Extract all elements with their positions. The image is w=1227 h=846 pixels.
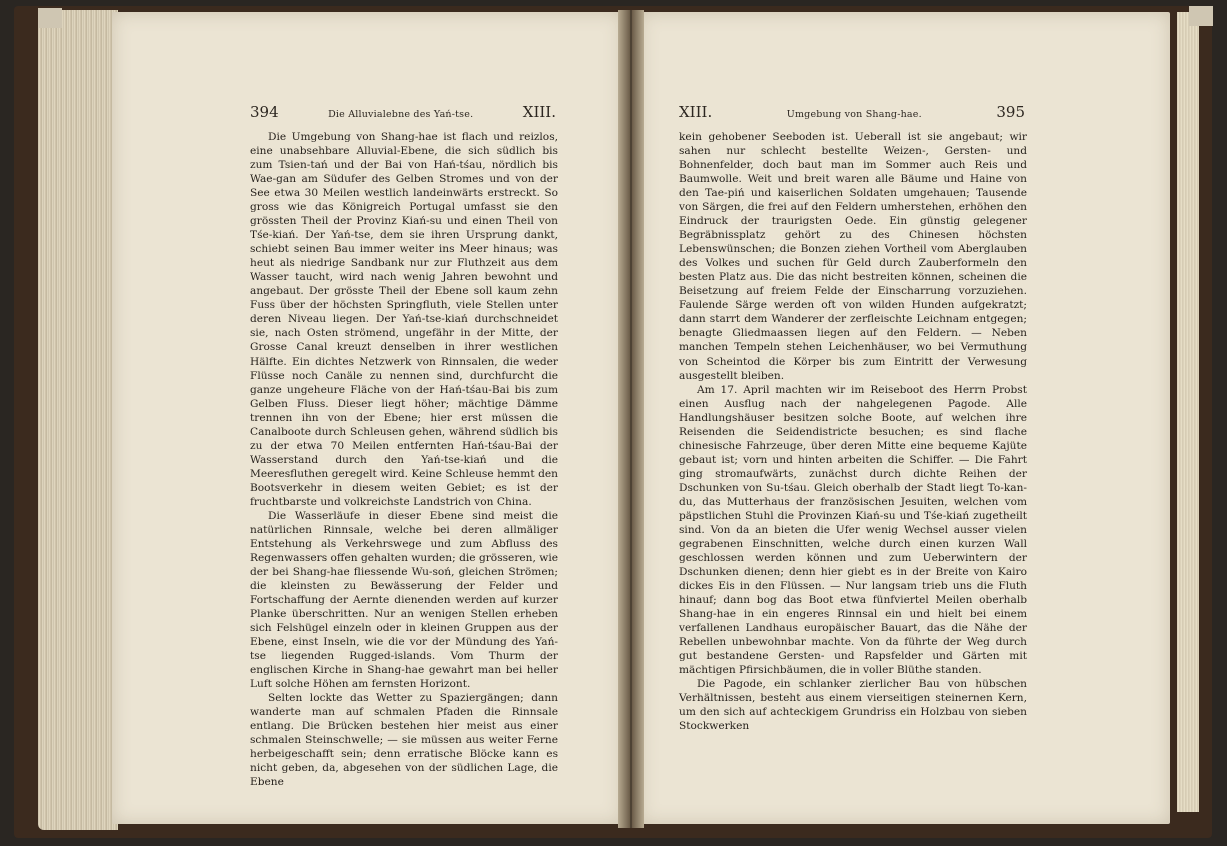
right-paragraph-3: Die Pagode, ein schlanker zierlicher Bau von hübschen Verhältnissen, besteht aus einem vierseitigen steinernen Kern, um den sich auf achteckigem Grundriss ein Holzbau von sieben Stockwerken <box>679 678 1027 733</box>
right-paragraph-1: kein gehobener Seeboden ist. Ueberall ist sie angebaut; wir sahen nur schlecht bestellte Weizen-, Gersten- und Bohnenfelder, doch baut man im Sommer auch Reis und Baumwolle. Weit und breit waren alle Bäume und Haine von den Tae-piń und kaiserlichen Soldaten umgehauen; Tausende von Särgen, die frei auf den Feldern umherstehen, erhöhen den Eindruck der traurigsten Oede. Ein günstig gelegener Begräbnissplatz gehört zu des Chinesen höchsten Lebenswünschen; die Bonzen ziehen Vortheil vom Aberglauben des Volkes und suchen für Geld durch Zauberformeln den besten Platz aus. Die das nicht bestreiten können, scheinen die Beisetzung auf freiem Felde der Einscharrung vorzuziehen. Faulende Särge werden oft von wilden Hunden aufgekratzt; dann starrt dem Wanderer der zerfleischte Leichnam entgegen; benagte Gliedmaassen liegen auf den Feldern. — Neben manchen Tempeln stehen Leichenhäuser, wo bei Vermuthung von Scheintod die Körper bis zum Eintritt der Verwesung ausgestellt bleiben. <box>679 131 1027 382</box>
right-running-title: Umgebung von Shang-hae. <box>786 109 922 120</box>
left-paragraph-2: Die Wasserläufe in dieser Ebene sind meist die natürlichen Rinnsale, welche bei deren allmäliger Entstehung als Verkehrswege und zum Abfluss des Regenwassers offen gehalten wurden; die grösseren, wie der bei Shang-hae fliessende Wu-soń, gleichen Strömen; die kleinsten zu Bewässerung der Felder und Fortschaffung der Aernte dienenden werden auf kurzer Planke überschritten. Nur an wenigen Stellen erheben sich Felshügel einzeln oder in kleinen Gruppen aus der Ebene, einst Inseln, wie die vor der Mündung des Yań-tse liegenden Rugged-islands. Vom Thurm der englischen Kirche in Shang-hae gewahrt man bei heller Luft solche Höhen am fernsten Horizont. <box>250 509 558 691</box>
cover-corner-top-right <box>1189 6 1213 26</box>
right-page-header <box>679 103 1025 121</box>
book-gutter <box>618 10 644 828</box>
right-page-number: 395 <box>996 103 1025 121</box>
left-page-header <box>250 103 556 121</box>
left-page-body <box>250 130 558 789</box>
right-page-body <box>679 130 1027 733</box>
page-edges-right <box>1177 12 1199 812</box>
left-chapter-number: XIII. <box>522 103 556 121</box>
right-chapter-number: XIII. <box>679 103 713 121</box>
left-page-number: 394 <box>250 103 279 121</box>
cover-corner-top-left <box>38 8 62 28</box>
page-edges-left <box>38 10 118 830</box>
left-paragraph-1: Die Umgebung von Shang-hae ist flach und reizlos, eine unabsehbare Alluvial-Ebene, die sich südlich bis zum Tsien-tań und der Bai von Hań-tśau, nördlich bis Wae-gan am Südufer des Gelben Stromes und von der See etwa 30 Meilen westlich landeinwärts erstreckt. So gross wie das Königreich Portugal umfasst sie den grössten Theil der Provinz Kiań-su und einen Theil von Tśe-kiań. Der Yań-tse, dem sie ihren Ursprung dankt, schiebt seinen Bau immer weiter ins Meer hinaus; was heut als niedrige Sandbank nur zur Fluthzeit aus dem Wasser taucht, wird nach wenig Jahren bewohnt und angebaut. Der grösste Theil der Ebene soll kaum zehn Fuss über der höchsten Springfluth, viele Stellen unter deren Niveau liegen. Der Yań-tse-kiań durchschneidet sie, nach Osten strömend, ungefähr in der Mitte, der Grosse Canal kreuzt denselben in ihrer westlichen Hälfte. Ein dichtes Netzwerk von Rinnsalen, die weder Flüsse noch Canäle zu nennen sind, durchfurcht die ganze ungeheure Fläche von der Hań-tśau-Bai bis zum Gelben Fluss. Dieser liegt höher; mächtige Dämme trennen ihn von der Ebene; hier erst müssen die Canalboote durch Schleusen gehen, während südlich bis zu der etwa 70 Meilen entfernten Hań-tśau-Bai der Wasserstand durch den Yań-tse-kiań und die Meeresfluthen geregelt wird. Keine Schleuse hemmt den Bootsverkehr in diesem weiten Gebiet; es ist der fruchtbarste und volkreichste Landstrich von China. <box>250 131 558 508</box>
left-paragraph-3: Selten lockte das Wetter zu Spaziergängen; dann wanderte man auf schmalen Pfaden die Rinnsale entlang. Die Brücken bestehen hier meist aus einer schmalen Steinschwelle; — sie müssen aus weiter Ferne herbeigeschafft sein; denn erratische Blöcke kann es nicht geben, da, abgesehen von der südlichen Lage, die Ebene <box>250 692 558 789</box>
right-paragraph-2: Am 17. April machten wir im Reiseboot des Herrn Probst einen Ausflug nach der nahgelegenen Pagode. Alle Handlungshäuser besitzen solche Boote, auf welchen ihre Reisenden die Seidendistricte besuchen; es sind flache chinesische Fahrzeuge, über deren Mitte eine bequeme Kajüte gebaut ist; vorn und hinten arbeiten die Schiffer. — Die Fahrt ging stromaufwärts, zunächst durch dichte Reihen der Dschunken von Su-tśau. Gleich oberhalb der Stadt liegt To-kan-du, das Mutterhaus der französischen Jesuiten, welchen vom päpstlichen Stuhl die Provinzen Kiań-su und Tśe-kiań zugetheilt sind. Von da an bieten die Ufer wenig Wechsel ausser vielen gegrabenen Einschnitten, welche durch einen kurzen Wall geschlossen werden können und zum Ueberwintern der Dschunken dienen; denn hier giebt es in der Breite von Kairo dickes Eis in den Flüssen. — Nur langsam trieb uns die Fluth hinauf; dann bog das Boot etwa fünfviertel Meilen oberhalb Shang-hae in ein engeres Rinnsal ein und hielt bei einem verfallenen Landhaus europäischer Bauart, das die Nähe der Rebellen unbewohnbar machte. Von da führte der Weg durch gut bestandene Gersten- und Rapsfelder und Gärten mit mächtigen Pfirsichbäumen, die in voller Blüthe standen. <box>679 383 1027 677</box>
left-running-title: Die Alluvialebne des Yań-tse. <box>328 109 474 120</box>
